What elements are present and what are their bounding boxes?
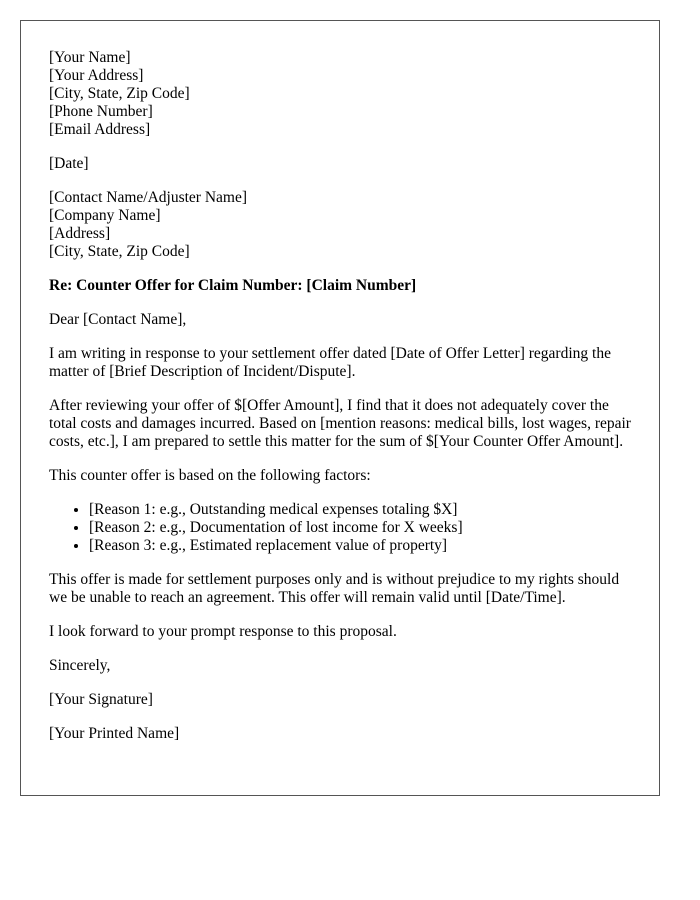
sender-email: [Email Address] <box>49 121 151 138</box>
body-paragraph-2: After reviewing your offer of $[Offer Amount], I find that it does not adequately cover the total costs and damages incurred. Based on [mention reasons: medical bills, lost wages, repair costs, etc.], I am prepared to settle this matter for the sum of $[Your Counter Offer Amount]. <box>49 397 631 450</box>
recipient-block <box>49 189 631 261</box>
date-line <box>49 155 631 173</box>
sender-name: [Your Name] <box>49 49 131 66</box>
list-item: • [Reason 3: e.g., Estimated replacement value of property] <box>89 537 631 555</box>
recipient-contact: [Contact Name/Adjuster Name] <box>49 189 247 206</box>
recipient-company: [Company Name] <box>49 207 161 224</box>
sender-block <box>49 49 631 139</box>
letter-date: [Date] <box>49 155 89 172</box>
list-item: • [Reason 2: e.g., Documentation of lost income for X weeks] <box>89 519 631 537</box>
body-paragraph-1: I am writing in response to your settlement offer dated [Date of Offer Letter] regarding the matter of [Brief Description of Incident/Dispute]. <box>49 345 611 380</box>
salutation: Dear [Contact Name], <box>49 311 187 328</box>
subject-line: Re: Counter Offer for Claim Number: [Claim Number] <box>49 277 417 294</box>
signature-line: [Your Signature] <box>49 691 153 708</box>
reasons-list <box>49 501 631 555</box>
sender-address: [Your Address] <box>49 67 144 84</box>
sender-phone: [Phone Number] <box>49 103 153 120</box>
recipient-address: [Address] <box>49 225 111 242</box>
sender-city-state-zip: [City, State, Zip Code] <box>49 85 190 102</box>
recipient-city-state-zip: [City, State, Zip Code] <box>49 243 190 260</box>
list-item: • [Reason 1: e.g., Outstanding medical expenses totaling $X] <box>89 501 631 519</box>
letter-page <box>20 20 660 796</box>
body-paragraph-3: This counter offer is based on the following factors: <box>49 467 371 484</box>
closing-paragraph-2: I look forward to your prompt response to this proposal. <box>49 623 397 640</box>
printed-name: [Your Printed Name] <box>49 725 180 742</box>
signoff: Sincerely, <box>49 657 111 674</box>
closing-paragraph-1: This offer is made for settlement purposes only and is without prejudice to my rights should we be unable to reach an agreement. This offer will remain valid until [Date/Time]. <box>49 571 620 606</box>
